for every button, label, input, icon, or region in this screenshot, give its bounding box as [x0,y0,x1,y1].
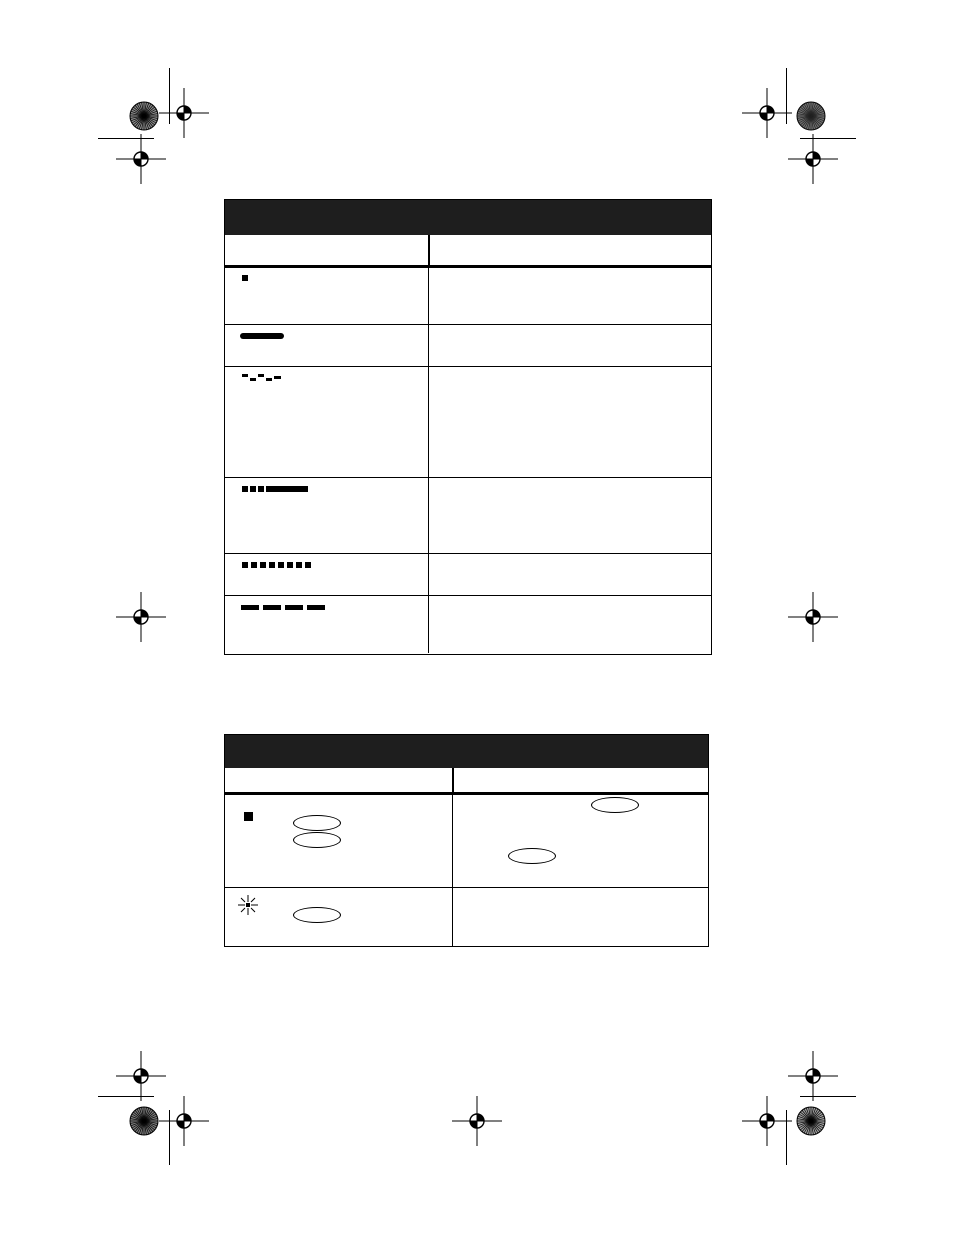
crop-line [786,68,787,124]
pattern-cell [225,325,429,366]
star-target-icon [796,101,826,131]
meaning-cell [429,325,711,366]
meaning-cell [429,268,711,324]
registration-mark-icon [755,1109,779,1133]
registration-mark-icon [172,1109,196,1133]
pattern-cell [225,596,429,653]
button-oval-icon [508,848,556,864]
registration-mark-icon [801,1064,825,1088]
registration-mark-icon [801,605,825,629]
table-row [225,265,711,324]
table-column-headers [225,235,711,265]
led-long-bar-icon [240,333,284,339]
pattern-cell [225,268,429,324]
led-block-icon [296,562,302,568]
pattern-cell [225,367,429,477]
indicator-state-table [224,734,709,947]
registration-mark-icon [129,1064,153,1088]
column-header-pattern [225,235,430,265]
crop-line [800,1096,856,1097]
meaning-cell [429,478,711,553]
table-header-bar [225,735,708,768]
pattern-cell [225,554,429,595]
led-block-icon [287,562,293,568]
crop-line [786,1110,787,1165]
led-dash-icon [274,376,281,379]
led-medium-block-icon [263,605,281,610]
crop-line [169,1110,170,1165]
table-row [225,595,711,653]
column-header-state [225,768,454,792]
led-block-icon [242,562,248,568]
table-row [225,477,711,553]
led-pattern-table [224,199,712,655]
led-block-icon [251,562,257,568]
led-medium-block-icon [241,605,259,610]
crop-line [169,68,170,124]
meaning-cell [429,367,711,477]
led-block-icon [260,562,266,568]
table-header-bar [225,200,711,235]
led-medium-block-icon [285,605,303,610]
table-row [225,366,711,477]
led-dash-icon [250,378,256,381]
pattern-cell [225,478,429,553]
description-cell [453,888,708,946]
registration-mark-icon [755,101,779,125]
crop-line [800,138,856,139]
registration-mark-icon [129,605,153,629]
column-header-meaning [430,235,711,265]
state-cell [225,888,453,946]
blinking-sparkle-icon [237,894,259,916]
led-block-icon [258,486,264,492]
led-medium-block-icon [307,605,325,610]
button-oval-icon [293,815,341,831]
star-target-icon [129,101,159,131]
crop-line [98,1096,154,1097]
button-oval-icon [591,797,639,813]
button-oval-icon [293,907,341,923]
led-block-icon [278,562,284,568]
table-row [225,792,708,887]
registration-mark-icon [172,101,196,125]
registration-mark-icon [465,1109,489,1133]
table-row [225,324,711,366]
table-row [225,553,711,595]
led-block-icon [305,562,311,568]
led-dash-icon [242,374,248,377]
state-cell [225,795,453,887]
led-block-icon [242,275,248,281]
button-oval-icon [293,832,341,848]
solid-square-icon [244,812,253,821]
led-block-icon [250,486,256,492]
led-dash-icon [258,374,264,377]
led-dash-icon [266,378,272,381]
led-long-bar-icon [266,486,308,492]
led-block-icon [269,562,275,568]
meaning-cell [429,554,711,595]
star-target-icon [129,1106,159,1136]
table-row [225,887,708,946]
led-block-icon [242,486,248,492]
crop-line [98,138,154,139]
registration-mark-icon [801,147,825,171]
registration-mark-icon [129,147,153,171]
description-cell [453,795,708,887]
column-header-description [454,768,708,792]
meaning-cell [429,596,711,653]
star-target-icon [796,1106,826,1136]
table-column-headers [225,768,708,792]
